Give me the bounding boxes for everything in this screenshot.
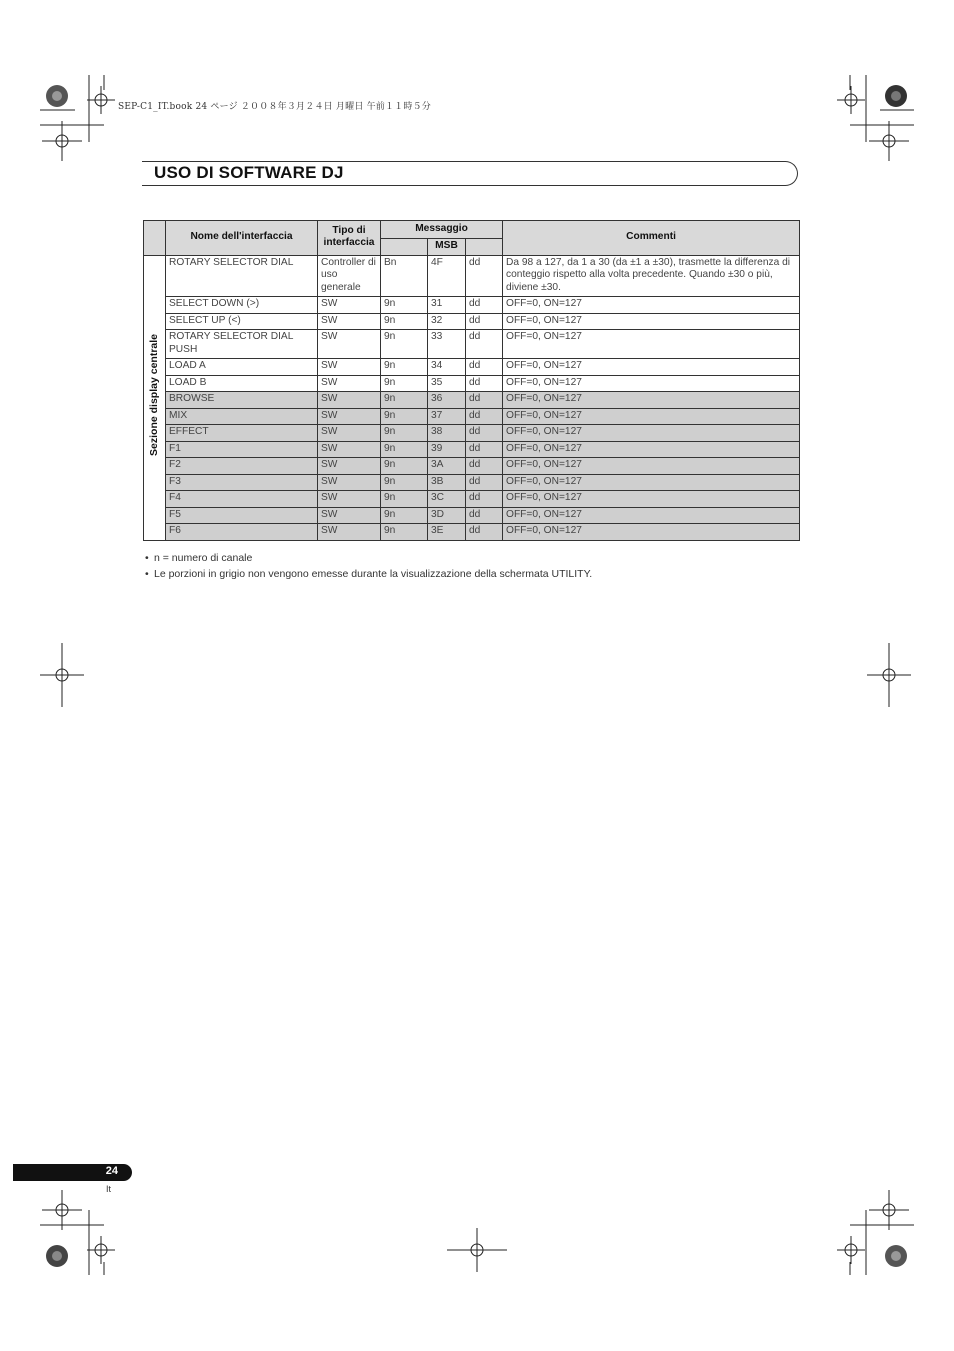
cell-m3: dd xyxy=(466,313,503,330)
cell-m3: dd xyxy=(466,458,503,475)
cell-comment: Da 98 a 127, da 1 a 30 (da ±1 a ±30), trasmette la differenza di conteggio rispetto alla volta precedente. Quando ±30 o più, diviene ±30. xyxy=(503,255,800,297)
table-row xyxy=(144,359,800,376)
cell-m2: 31 xyxy=(428,297,466,314)
cell-m1: Bn xyxy=(381,255,428,297)
cell-type: SW xyxy=(318,330,381,359)
cell-m1: 9n xyxy=(381,408,428,425)
cell-m1: 9n xyxy=(381,474,428,491)
cell-m3: dd xyxy=(466,297,503,314)
cell-m1: 9n xyxy=(381,359,428,376)
cell-type: SW xyxy=(318,359,381,376)
cell-m3: dd xyxy=(466,491,503,508)
section-title-bar xyxy=(142,161,798,186)
table-row xyxy=(144,255,800,297)
cell-name: F4 xyxy=(166,491,318,508)
cell-name: F5 xyxy=(166,507,318,524)
cell-comment: OFF=0, ON=127 xyxy=(503,507,800,524)
cell-m3: dd xyxy=(466,441,503,458)
cell-comment: OFF=0, ON=127 xyxy=(503,375,800,392)
cell-m3: dd xyxy=(466,330,503,359)
cell-m2: 36 xyxy=(428,392,466,409)
cell-comment: OFF=0, ON=127 xyxy=(503,458,800,475)
cell-type: SW xyxy=(318,375,381,392)
cell-comment: OFF=0, ON=127 xyxy=(503,297,800,314)
table-row xyxy=(144,313,800,330)
header-blank xyxy=(144,221,166,256)
cell-type: SW xyxy=(318,507,381,524)
cell-name: LOAD B xyxy=(166,375,318,392)
cell-m2: 3E xyxy=(428,524,466,541)
cell-comment: OFF=0, ON=127 xyxy=(503,408,800,425)
cell-name: F3 xyxy=(166,474,318,491)
cell-m2: 38 xyxy=(428,425,466,442)
header-interface-type: Tipo di interfaccia xyxy=(318,221,381,256)
cell-type: SW xyxy=(318,491,381,508)
cell-type: SW xyxy=(318,297,381,314)
cell-comment: OFF=0, ON=127 xyxy=(503,441,800,458)
table-row xyxy=(144,507,800,524)
cell-m1: 9n xyxy=(381,491,428,508)
cell-comment: OFF=0, ON=127 xyxy=(503,524,800,541)
cell-m2: 39 xyxy=(428,441,466,458)
header-message: Messaggio xyxy=(381,221,503,239)
cell-name: F1 xyxy=(166,441,318,458)
cell-m1: 9n xyxy=(381,313,428,330)
page-number-tab xyxy=(13,1164,132,1181)
cell-m3: dd xyxy=(466,507,503,524)
cell-m1: 9n xyxy=(381,375,428,392)
cell-name: LOAD A xyxy=(166,359,318,376)
cell-m2: 3A xyxy=(428,458,466,475)
cell-type: SW xyxy=(318,392,381,409)
section-title: USO DI SOFTWARE DJ xyxy=(154,163,344,182)
cell-m1: 9n xyxy=(381,441,428,458)
note-item: • n = numero di canale xyxy=(145,552,253,564)
cell-m1: 9n xyxy=(381,458,428,475)
table-body xyxy=(144,255,800,540)
cell-comment: OFF=0, ON=127 xyxy=(503,359,800,376)
cell-type: SW xyxy=(318,474,381,491)
cell-m3: dd xyxy=(466,408,503,425)
cell-name: ROTARY SELECTOR DIAL PUSH xyxy=(166,330,318,359)
cell-m1: 9n xyxy=(381,425,428,442)
cell-m3: dd xyxy=(466,425,503,442)
cell-type: SW xyxy=(318,425,381,442)
table-row xyxy=(144,392,800,409)
header-interface-name: Nome dell'interfaccia xyxy=(166,221,318,256)
cell-m2: 34 xyxy=(428,359,466,376)
cell-m1: 9n xyxy=(381,507,428,524)
cell-m2: 3C xyxy=(428,491,466,508)
cell-m2: 32 xyxy=(428,313,466,330)
note-item: • Le porzioni in grigio non vengono emesse durante la visualizzazione della schermata UTILITY. xyxy=(145,568,593,580)
header-msb: MSB xyxy=(428,239,466,256)
cell-type: SW xyxy=(318,441,381,458)
cell-name: BROWSE xyxy=(166,392,318,409)
cell-m2: 3B xyxy=(428,474,466,491)
cell-m2: 3D xyxy=(428,507,466,524)
cell-comment: OFF=0, ON=127 xyxy=(503,392,800,409)
cell-comment: OFF=0, ON=127 xyxy=(503,425,800,442)
cell-name: EFFECT xyxy=(166,425,318,442)
cell-name: F2 xyxy=(166,458,318,475)
cell-m3: dd xyxy=(466,524,503,541)
cell-m1: 9n xyxy=(381,330,428,359)
notes-list xyxy=(145,552,592,584)
cell-type: SW xyxy=(318,524,381,541)
cell-m2: 35 xyxy=(428,375,466,392)
table-row xyxy=(144,458,800,475)
cell-m1: 9n xyxy=(381,297,428,314)
cell-m3: dd xyxy=(466,255,503,297)
cell-type: SW xyxy=(318,408,381,425)
cell-type: SW xyxy=(318,313,381,330)
cell-type: Controller di uso generale xyxy=(318,255,381,297)
cell-name: MIX xyxy=(166,408,318,425)
cell-m2: 37 xyxy=(428,408,466,425)
table-row xyxy=(144,408,800,425)
table-row xyxy=(144,425,800,442)
cell-name: F6 xyxy=(166,524,318,541)
cell-m3: dd xyxy=(466,474,503,491)
cell-name: SELECT UP (<) xyxy=(166,313,318,330)
cell-type: SW xyxy=(318,458,381,475)
language-code: It xyxy=(106,1184,112,1194)
cell-name: ROTARY SELECTOR DIAL xyxy=(166,255,318,297)
cell-m3: dd xyxy=(466,375,503,392)
table-row xyxy=(144,441,800,458)
cell-comment: OFF=0, ON=127 xyxy=(503,474,800,491)
header-comments: Commenti xyxy=(503,221,800,256)
table-row xyxy=(144,524,800,541)
side-label: Sezione display centrale xyxy=(148,334,161,457)
print-header: SEP-C1_IT.book 24 ページ ２００８年３月２４日 月曜日 午前１１時５分 xyxy=(118,102,431,112)
cell-m2: 4F xyxy=(428,255,466,297)
cell-comment: OFF=0, ON=127 xyxy=(503,491,800,508)
table-row xyxy=(144,474,800,491)
cell-name: SELECT DOWN (>) xyxy=(166,297,318,314)
cell-m1: 9n xyxy=(381,524,428,541)
page-number: 24 xyxy=(105,1165,118,1177)
cell-m3: dd xyxy=(466,359,503,376)
cell-comment: OFF=0, ON=127 xyxy=(503,313,800,330)
cell-m1: 9n xyxy=(381,392,428,409)
cell-m2: 33 xyxy=(428,330,466,359)
table-row xyxy=(144,297,800,314)
midi-message-table xyxy=(143,220,800,541)
table-row xyxy=(144,491,800,508)
cell-comment: OFF=0, ON=127 xyxy=(503,330,800,359)
table-row xyxy=(144,330,800,359)
table-row xyxy=(144,375,800,392)
cell-m3: dd xyxy=(466,392,503,409)
side-label-cell xyxy=(144,255,166,540)
